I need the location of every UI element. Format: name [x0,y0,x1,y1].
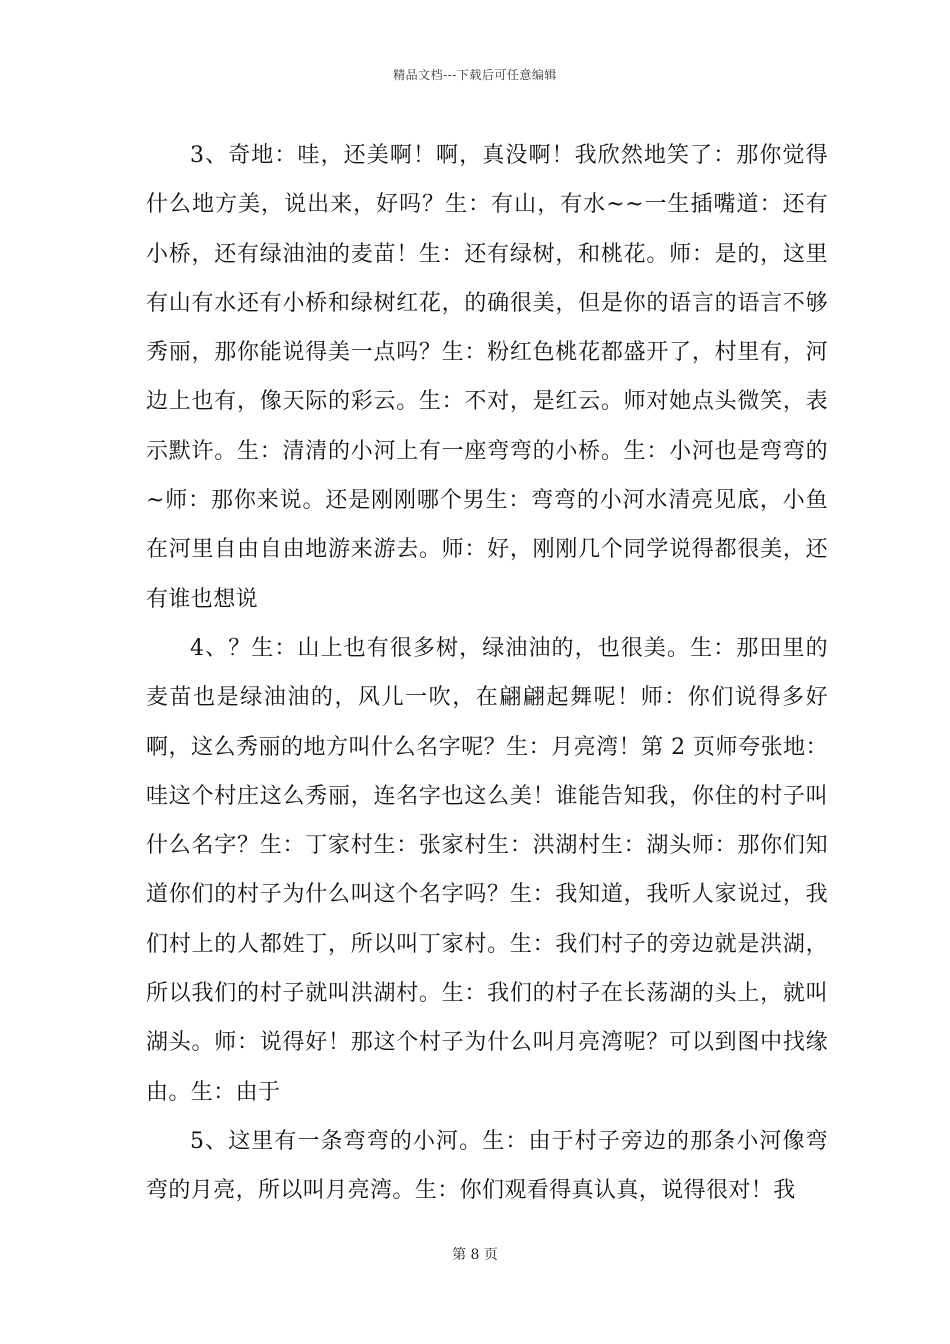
document-body [146,131,828,1216]
paragraph-5: 5、这里有一条弯弯的小河。生：由于村子旁边的那条小河像弯弯的月亮，所以叫月亮湾。生：你们观看得真认真，说得很对！我 [146,1128,828,1204]
paragraph-4: 4、？生：山上也有很多树，绿油油的，也很美。生：那田里的麦苗也是绿油油的，风儿一吹，在翩翩起舞呢！师：你们说得多好啊，这么秀丽的地方叫什么名字呢？生：月亮湾！第 2 页师夸张地：哇这个村庄这么秀丽，连名字也这么美！谁能告知我，你住的村子叫什么名字？生：丁家村生：张家村生：洪湖村生：湖头师：那你们知道你们的村子为什么叫这个名字吗？生：我知道，我听人家说过，我们村上的人都姓丁，所以叫丁家村。生：我们村子的旁边就是洪湖，所以我们的村子就叫洪湖村。生：我们的村子在长荡湖的头上，就叫湖头。师：说得好！那这个村子为什么叫月亮湾呢？可以到图中找缘由。生：由于 [146,635,828,1105]
paragraph-3: 3、奇地：哇，还美啊！啊，真没啊！我欣然地笑了：那你觉得什么地方美，说出来，好吗？生：有山，有水~~一生插嘴道：还有小桥，还有绿油油的麦苗！生：还有绿树，和桃花。师：是的，这里有山有水还有小桥和绿树红花，的确很美，但是你的语言的语言不够秀丽，那你能说得美一点吗？生：粉红色桃花都盛开了，村里有，河边上也有，像天际的彩云。生：不对，是红云。师对她点头微笑，表示默许。生：清清的小河上有一座弯弯的小桥。生：小河也是弯弯的~师：那你来说。还是刚刚哪个男生：弯弯的小河水清亮见底，小鱼在河里自由自由地游来游去。师：好，刚刚几个同学说得都很美，还有谁也想说 [146,143,828,612]
page-number: 第 8 页 [452,1247,498,1263]
page-header: 精品文档---下载后可任意编辑 [393,68,557,82]
